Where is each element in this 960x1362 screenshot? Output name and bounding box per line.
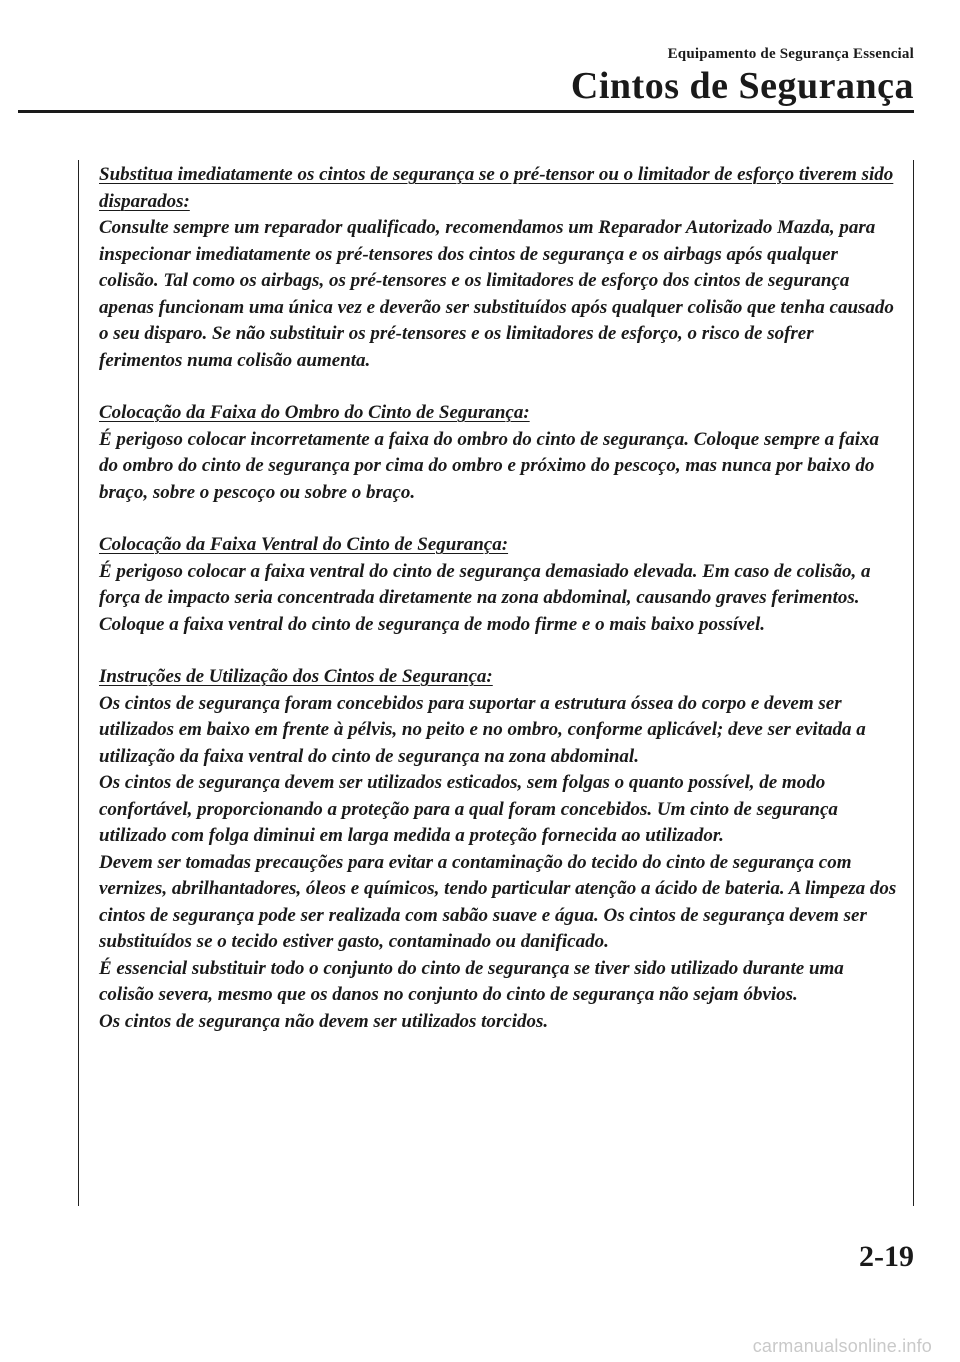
watermark: carmanualsonline.info xyxy=(752,1336,932,1356)
section-header-label: Equipamento de Segurança Essencial xyxy=(667,46,914,62)
instructions-heading: Instruções de Utilização dos Cintos de Segurança: xyxy=(99,666,493,687)
page-number: 2-19 xyxy=(859,1240,914,1273)
lap-belt-heading: Colocação da Faixa Ventral do Cinto de Segurança: xyxy=(99,534,509,555)
shoulder-belt-text: É perigoso colocar incorretamente a faixa do ombro do cinto de segurança. Coloque sempre a faixa do ombro do cinto de segurança por cima do ombro e próximo do pescoço, mas nunca por baixo do braço, sobre o pescoço ou sobre o braço. xyxy=(99,428,880,503)
instructions-paragraph: Os cintos de segurança foram concebidos para suportar a estrutura óssea do corpo e devem ser utilizados em baixo em frente à pélvis, no peito e no ombro, conforme aplicável; deve ser evitada a utilização da faixa ventral do cinto de segurança na zona abdominal. xyxy=(99,692,866,767)
instructions-paragraph: É essencial substituir todo o conjunto do cinto de segurança se tiver sido utilizado durante uma colisão severa, mesmo que os danos no conjunto do cinto de segurança não sejam óbvios. xyxy=(99,957,844,1005)
warning-box-right-rule xyxy=(913,160,914,1206)
instructions-paragraph: Os cintos de segurança devem ser utilizados esticados, sem folgas o quanto possível, de modo confortável, proporcionando a proteção para a qual foram concebidos. Um cinto de segurança utilizado com folga diminui em larga medida a proteção fornecida ao utilizador. xyxy=(99,772,838,846)
instructions-paragraph: Devem ser tomadas precauções para evitar a contaminação do tecido do cinto de segurança com vernizes, abrilhantadores, óleos e químicos, tendo particular atenção a ácido de bateria. A limpeza dos cintos de segurança pode ser realizada com sabão suave e água. Os cintos de segurança devem ser substituídos se o tecido estiver gasto, contaminado ou danificado. xyxy=(99,851,897,952)
warning-box xyxy=(78,160,914,1206)
page-title: Cintos de Segurança xyxy=(570,65,914,107)
shoulder-belt-heading: Colocação da Faixa do Ombro do Cinto de Segurança: xyxy=(99,402,530,423)
pretensioner-text: Consulte sempre um reparador qualificado, recomendamos um Reparador Autorizado Mazda, para inspecionar imediatamente os pré-tensores dos cintos de segurança e os airbags após qualquer colisão. Tal como os airbags, os pré-tensores e os limitadores de esforço dos cintos de segurança apenas funcionam uma única vez e deverão ser substituídos após qualquer colisão que tenha causado o seu disparo. Se não substituir os pré-tensores e os limitadores de esforço, o risco de sofrer ferimentos numa colisão aumenta. xyxy=(99,217,894,371)
warning-content xyxy=(99,162,899,1035)
warning-box-left-rule xyxy=(78,160,79,1206)
header-divider xyxy=(18,110,914,113)
pretensioner-heading: Substitua imediatamente os cintos de segurança se o pré-tensor ou o limitador de esforço tiverem sido disparados: xyxy=(99,164,894,212)
lap-belt-text: É perigoso colocar a faixa ventral do cinto de segurança demasiado elevada. Em caso de colisão, a força de impacto seria concentrada diretamente na zona abdominal, causando graves ferimentos. Coloque a faixa ventral do cinto de segurança de modo firme e o mais baixo possível. xyxy=(99,560,871,635)
instructions-paragraph: Os cintos de segurança não devem ser utilizados torcidos. xyxy=(99,1010,549,1032)
